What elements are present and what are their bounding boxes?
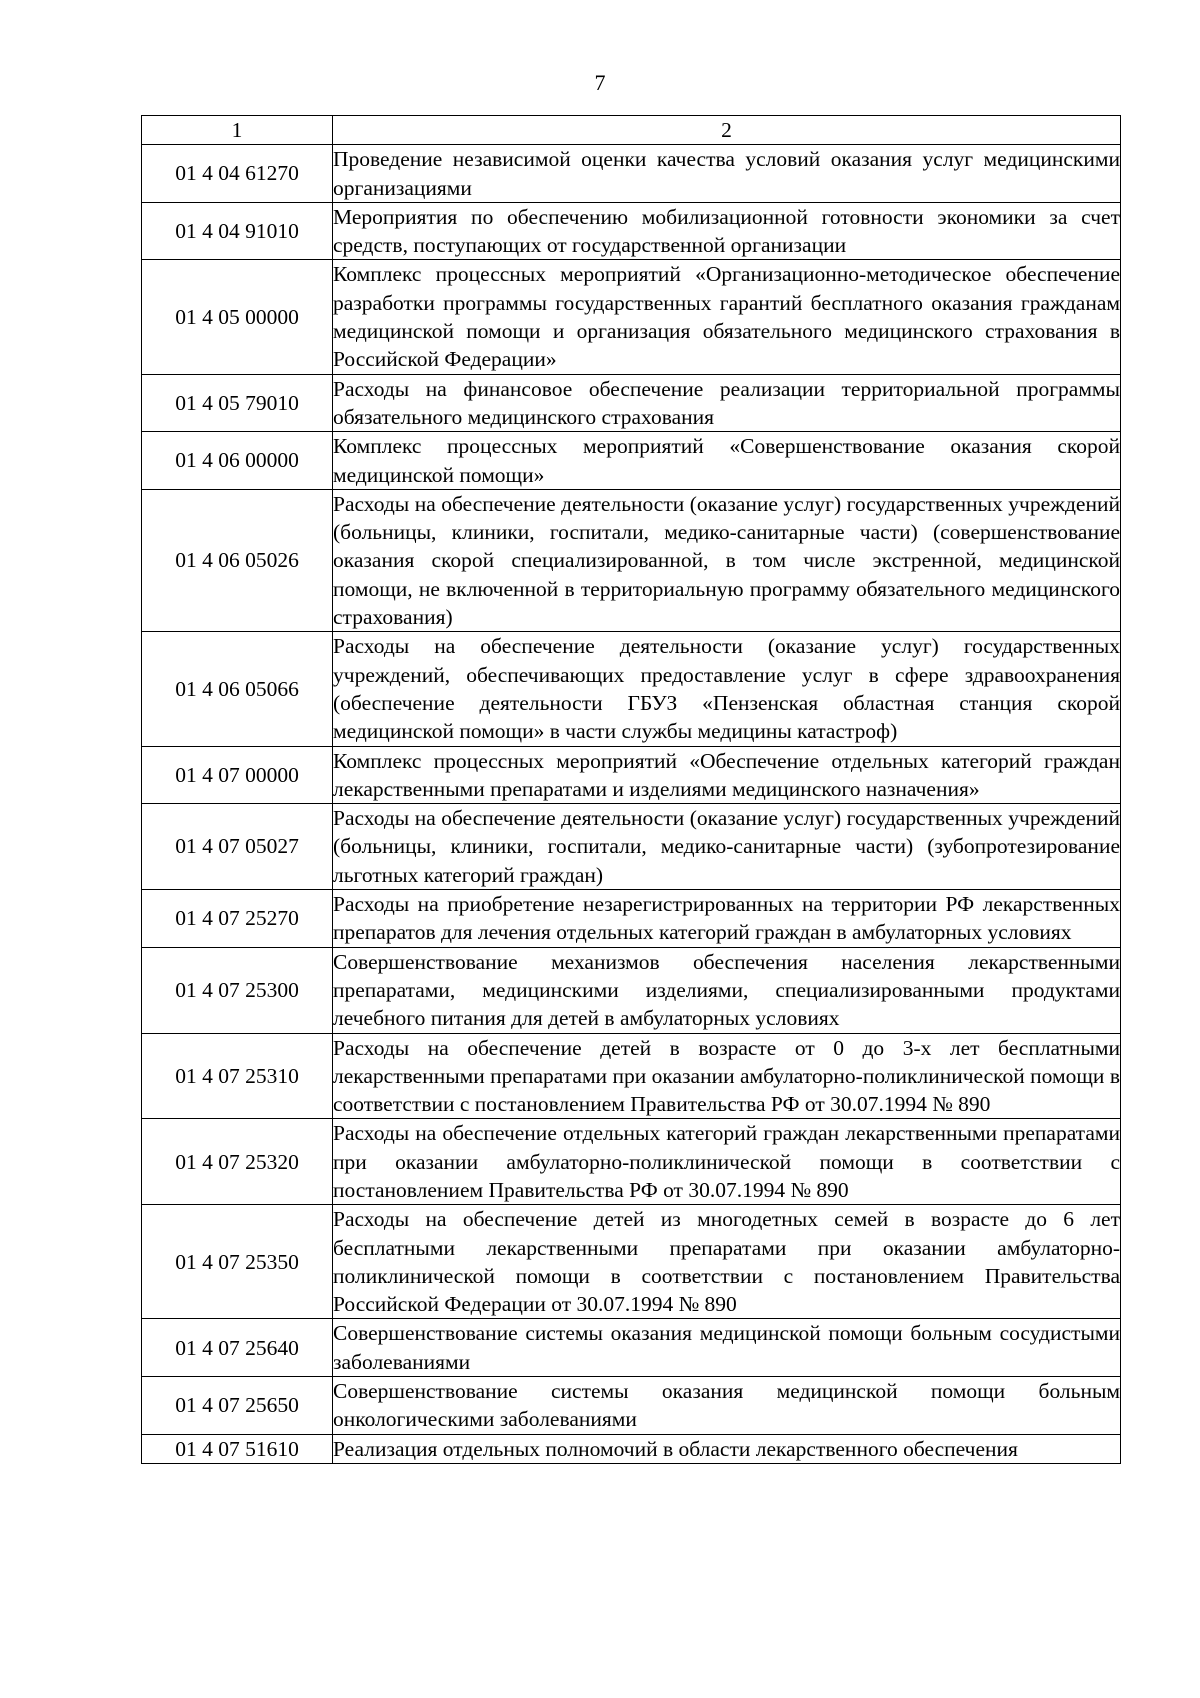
row-code: 01 4 05 00000: [142, 260, 333, 374]
page-number: 7: [594, 70, 606, 95]
row-code: 01 4 04 61270: [142, 145, 333, 203]
row-code: 01 4 07 25310: [142, 1033, 333, 1119]
header-row: [142, 116, 1121, 145]
row-code: 01 4 07 25320: [142, 1119, 333, 1205]
row-name: Расходы на обеспечение детей из многодетных семей в возрасте до 6 лет бесплатными лекарственными препаратами при оказании амбулаторно-поликлинической помощи в соответствии с постановлением Правительства Российской Федерации от 30.07.1994 № 890: [333, 1205, 1121, 1319]
row-name: Проведение независимой оценки качества условий оказания услуг медицинскими организациями: [333, 145, 1121, 203]
row-name: Расходы на обеспечение деятельности (оказание услуг) государственных учреждений, обеспечивающих предоставление услуг в сфере здравоохранения (обеспечение деятельности ГБУЗ «Пензенская областная станция скорой медицинской помощи» в части службы медицины катастроф): [333, 632, 1121, 746]
table-row: [142, 947, 1121, 1033]
row-name: Комплекс процессных мероприятий «Организационно-методическое обеспечение разработки программы государственных гарантий бесплатного оказания гражданам медицинской помощи и организация обязательного медицинского страхования в Российской Федерации»: [333, 260, 1121, 374]
row-name: Расходы на обеспечение детей в возрасте от 0 до 3-х лет бесплатными лекарственными препаратами при оказании амбулаторно-поликлинической помощи в соответствии с постановлением Правительства РФ от 30.07.1994 № 890: [333, 1033, 1121, 1119]
table-row: [142, 890, 1121, 948]
table-row: [142, 1377, 1121, 1435]
row-code: 01 4 04 91010: [142, 202, 333, 260]
row-code: 01 4 07 25300: [142, 947, 333, 1033]
table-header: [142, 116, 1121, 145]
row-name: Расходы на приобретение незарегистрированных на территории РФ лекарственных препаратов для лечения отдельных категорий граждан в амбулаторных условиях: [333, 890, 1121, 948]
row-name: Комплекс процессных мероприятий «Совершенствование оказания скорой медицинской помощи»: [333, 432, 1121, 490]
header-cell-name: 2: [333, 116, 1121, 145]
row-name: Совершенствование системы оказания медицинской помощи больным сосудистыми заболеваниями: [333, 1319, 1121, 1377]
table-row: [142, 804, 1121, 890]
budget-classification-table: [141, 115, 1121, 1464]
row-code: 01 4 06 05026: [142, 489, 333, 631]
table-row: [142, 145, 1121, 203]
table-row: [142, 260, 1121, 374]
row-code: 01 4 06 05066: [142, 632, 333, 746]
row-code: 01 4 07 51610: [142, 1434, 333, 1463]
row-name: Комплекс процессных мероприятий «Обеспечение отдельных категорий граждан лекарственными препаратами и изделиями медицинского назначения»: [333, 746, 1121, 804]
table-row: [142, 632, 1121, 746]
table-row: [142, 1119, 1121, 1205]
row-code: 01 4 05 79010: [142, 374, 333, 432]
row-code: 01 4 07 00000: [142, 746, 333, 804]
row-code: 01 4 06 00000: [142, 432, 333, 490]
row-name: Совершенствование системы оказания медицинской помощи больным онкологическими заболеваниями: [333, 1377, 1121, 1435]
row-name: Мероприятия по обеспечению мобилизационной готовности экономики за счет средств, поступающих от государственной организации: [333, 202, 1121, 260]
row-name: Расходы на обеспечение отдельных категорий граждан лекарственными препаратами при оказании амбулаторно-поликлинической помощи в соответствии с постановлением Правительства РФ от 30.07.1994 № 890: [333, 1119, 1121, 1205]
row-code: 01 4 07 05027: [142, 804, 333, 890]
table-row: [142, 1434, 1121, 1463]
table-row: [142, 1319, 1121, 1377]
row-name: Реализация отдельных полномочий в области лекарственного обеспечения: [333, 1434, 1121, 1463]
table-row: [142, 746, 1121, 804]
table-row: [142, 1033, 1121, 1119]
table-row: [142, 202, 1121, 260]
table-row: [142, 1205, 1121, 1319]
row-name: Расходы на финансовое обеспечение реализации территориальной программы обязательного медицинского страхования: [333, 374, 1121, 432]
row-code: 01 4 07 25650: [142, 1377, 333, 1435]
table-row: [142, 432, 1121, 490]
row-name: Расходы на обеспечение деятельности (оказание услуг) государственных учреждений (больницы, клиники, госпитали, медико-санитарные части) (совершенствование оказания скорой специализированной, в том числе экстренной, медицинской помощи, не включенной в территориальную программу обязательного медицинского страхования): [333, 489, 1121, 631]
row-code: 01 4 07 25350: [142, 1205, 333, 1319]
row-name: Расходы на обеспечение деятельности (оказание услуг) государственных учреждений (больницы, клиники, госпитали, медико-санитарные части) (зубопротезирование льготных категорий граждан): [333, 804, 1121, 890]
row-code: 01 4 07 25640: [142, 1319, 333, 1377]
row-name: Совершенствование механизмов обеспечения населения лекарственными препаратами, медицинскими изделиями, специализированными продуктами лечебного питания для детей в амбулаторных условиях: [333, 947, 1121, 1033]
table-row: [142, 374, 1121, 432]
table-row: [142, 489, 1121, 631]
table-body: [142, 145, 1121, 1464]
header-cell-code: 1: [142, 116, 333, 145]
row-code: 01 4 07 25270: [142, 890, 333, 948]
